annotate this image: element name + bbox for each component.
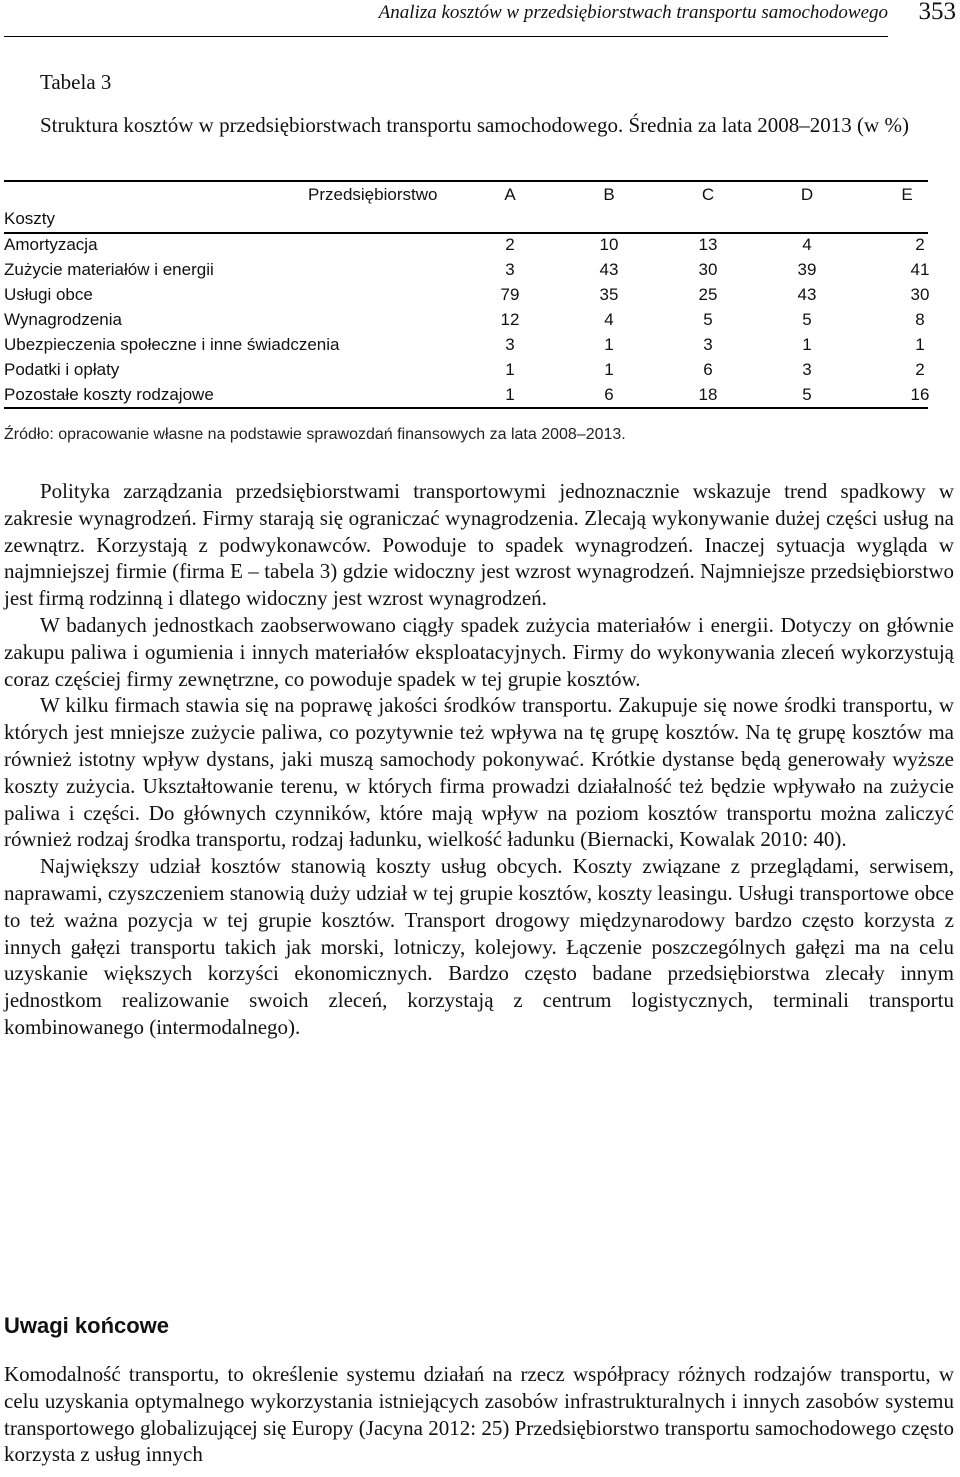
column-header: D [800,185,814,204]
row-label: Ubezpieczenia społeczne i inne świadczenia [4,335,340,354]
paragraph: Komodalność transportu, to określenie systemu działań na rzecz współpracy różnych rodzajów transportu, w celu uzyskania optymalnego wykorzystania istniejących zasobów infrastrukturalnych i innych zasobów systemu transportowego globalizującej się Europy (Jacyna 2012: 25) Przedsiębiorstwo transportu samochodowego często korzysta z usług innych [4,1362,954,1467]
row-label: Pozostałe koszty rodzajowe [4,385,214,404]
paragraph: Największy udział kosztów stanowią koszty usług obcych. Koszty związane z przeglądami, serwisem, naprawami, czyszczeniem stanowią duży udział w tej grupie kosztów, koszty leasingu. Usługi transportowe obce to też ważna pozycja w tej grupie kosztów. Transport drogowy międzynarodowy bardzo często korzysta z innych gałęzi transportu takich jak morski, lotniczy, kolejowy. Łączenie poszczególnych gałęzi ma na celu uzyskanie większych korzyści ekonomicznych. Bardzo często badane przedsiębiorstwa zlecały innym jednostkom realizowanie swoich zleceń, korzystają z centrum logistycznych, terminali transportu kombinowanego (intermodalnego). [4,854,954,1039]
table-cell: 6 [604,385,614,404]
header-rule [4,36,888,37]
table-cell: 10 [599,235,619,254]
table-cell: 16 [910,385,930,404]
table-cell: 41 [910,260,930,279]
section-body [4,1361,954,1468]
table-cell: 30 [910,285,930,304]
table-header-company: Przedsiębiorstwo [308,185,438,204]
table-cell: 4 [802,235,812,254]
running-title: Analiza kosztów w przedsiębiorstwach transportu samochodowego [378,2,888,23]
table-cell: 30 [698,260,718,279]
table-cell: 18 [698,385,718,404]
table-header-costs: Koszty [4,209,56,228]
column-header: A [504,185,516,204]
table-cell: 3 [505,260,515,279]
column-header: B [603,185,615,204]
table-cell: 1 [604,360,614,379]
table-cell: 2 [915,360,925,379]
table-cell: 43 [797,285,817,304]
table-cell: 6 [703,360,713,379]
paragraph: W kilku firmach stawia się na poprawę jakości środków transportu. Zakupuje się nowe środki transportu, w których jest mniejsze zużycie paliwa, co pozytywnie też wpływa na tę grupę kosztów. Na tę grupę kosztów ma również istotny wpływ dystans, jaki muszą samochody pokonywać. Krótkie dystanse będą generowały wyższe koszty zużycia. Ukształtowanie terenu, w których firma prowadzi działalność też będzie wpływało na zużycie paliwa i części. Do głównych czynników, które mają wpływ na poziom kosztów transportu można zaliczyć również rodzaj środka transportu, rodzaj ładunku, wielkość ładunku (Biernacki, Kowalak 2010: 40). [4,693,954,852]
table-cell: 5 [703,310,713,329]
paragraph: W badanych jednostkach zaobserwowano ciągły spadek zużycia materiałów i energii. Dotyczy on głównie zakupu paliwa i ogumienia i innych materiałów eksploatacyjnych. Firmy do wykonywania zleceń wykorzystują coraz częściej firmy zewnętrzne, co powoduje spadek w tej grupie kosztów. [4,612,954,691]
column-header: E [901,185,913,204]
table-cell: 43 [599,260,619,279]
paragraph: Polityka zarządzania przedsiębiorstwami transportowymi jednoznacznie wskazuje trend spadkowy w zakresie wynagrodzeń. Firmy starają się ograniczać wynagrodzenia. Zlecają wykonywanie dużej części usług na zewnątrz. Korzystają z podwykonawców. Powoduje to spadek wynagrodzeń. Inaczej sytuacja wygląda w najmniejszej firmie (firma E – tabela 3) gdzie widoczny jest wzrost wynagrodzeń. Najmniejsze przedsiębiorstwo jest firmą rodzinną i dlatego widoczny jest wzrost wynagrodzeń. [4,479,954,611]
table-cell: 5 [802,385,812,404]
table-cell: 2 [915,235,925,254]
row-label: Wynagrodzenia [4,310,122,329]
table-cell: 3 [505,335,515,354]
running-head [0,0,960,40]
section-heading: Uwagi końcowe [4,1313,170,1338]
table-cell: 1 [505,385,515,404]
table-cell: 39 [797,260,817,279]
table-cell: 1 [604,335,614,354]
table-cell: 1 [915,335,925,354]
row-label: Usługi obce [4,285,93,304]
table-bottom-rule [4,407,928,409]
table-cell: 35 [599,285,619,304]
row-label: Zużycie materiałów i energii [4,260,214,279]
table-cell: 13 [698,235,718,254]
table-source-note: Źródło: opracowanie własne na podstawie sprawozdań finansowych za lata 2008–2013. [4,426,626,443]
row-label: Amortyzacja [4,235,98,254]
table-cell: 3 [802,360,812,379]
column-header: C [701,185,715,204]
table-cell: 1 [505,360,515,379]
row-label: Podatki i opłaty [4,360,120,379]
table-cell: 8 [915,310,925,329]
table-cell: 5 [802,310,812,329]
table-top-rule [4,180,928,182]
table-cell: 12 [500,310,520,329]
page-number: 353 [918,0,956,25]
table-cell: 2 [505,235,515,254]
table-cell: 4 [604,310,614,329]
table-cell: 25 [698,285,718,304]
table-cell: 1 [802,335,812,354]
table-header-rule [4,232,928,234]
table-cell: 79 [500,285,520,304]
table-label: Tabela 3 [40,70,112,94]
table-caption: Struktura kosztów w przedsiębiorstwach transportu samochodowego. Średnia za lata 2008–2013 (w %) [40,113,909,137]
table-cell: 3 [703,335,713,354]
body-text [4,478,954,1041]
